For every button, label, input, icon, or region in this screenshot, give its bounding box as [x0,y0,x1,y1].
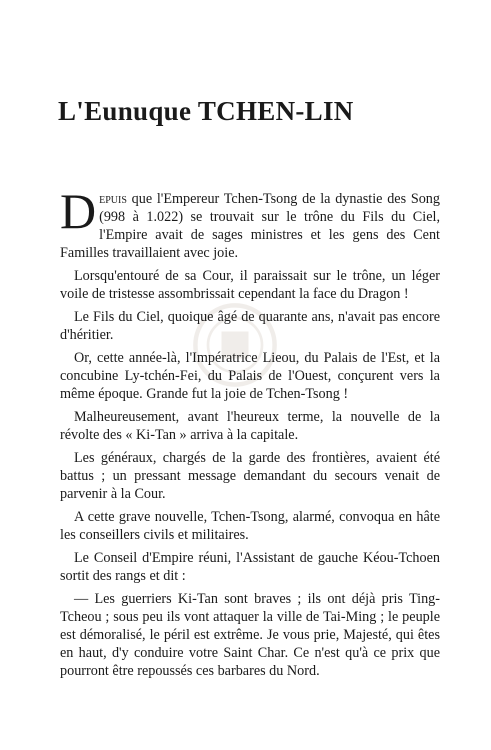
paragraph-lead-word: epuis [99,191,127,207]
chapter-body [60,183,440,685]
paragraph-4: Or, cette année-là, l'Impératrice Lieou, du Palais de l'Est, et la concubine Ly-tchén-Fei, du Palais de l'Ouest, conçurent vers la même époque. Grande fut la joie de Tchen-Tsong ! [60,350,440,402]
chapter-title: L'Eunuque TCHEN-LIN [58,96,354,126]
paragraph-6: Les généraux, chargés de la garde des frontières, avaient été battus ; un pressant message demandant du secours venait de parvenir à la Cour. [60,450,440,502]
paragraph-7: A cette grave nouvelle, Tchen-Tsong, alarmé, convoqua en hâte les conseillers civils et militaires. [60,509,440,543]
paragraph-9: — Les guerriers Ki-Tan sont braves ; ils ont déjà pris Ting-Tcheou ; sous peu ils vont attaquer la ville de Tai-Ming ; le peuple est démoralisé, le péril est extrême. Je vous prie, Majesté, qui êtes en haut, d'y conduire votre Saint Char. Ce n'est qu'à ce prix que pourront être repoussés ces barbares du Nord. [60,591,440,679]
paragraph-2: Lorsqu'entouré de sa Cour, il paraissait sur le trône, un léger voile de tristesse assombrissait cependant la face du Dragon ! [60,268,440,302]
paragraph-text: que l'Empereur Tchen-Tsong de la dynastie des Song (998 à 1.022) se trouvait sur le trône du Fils du Ciel, l'Empire avait de sages ministres et les gens des Cent Familles travaillaient avec joie. [60,191,440,261]
drop-cap: D [60,183,97,239]
paragraph-5: Malheureusement, avant l'heureux terme, la nouvelle de la révolte des « Ki-Tan » arriva à la capitale. [60,409,440,443]
paragraph-3: Le Fils du Ciel, quoique âgé de quarante ans, n'avait pas encore d'héritier. [60,309,440,343]
paragraph-8: Le Conseil d'Empire réuni, l'Assistant de gauche Kéou-Tchoen sortit des rangs et dit : [60,550,440,584]
paragraph-1 [60,183,440,262]
